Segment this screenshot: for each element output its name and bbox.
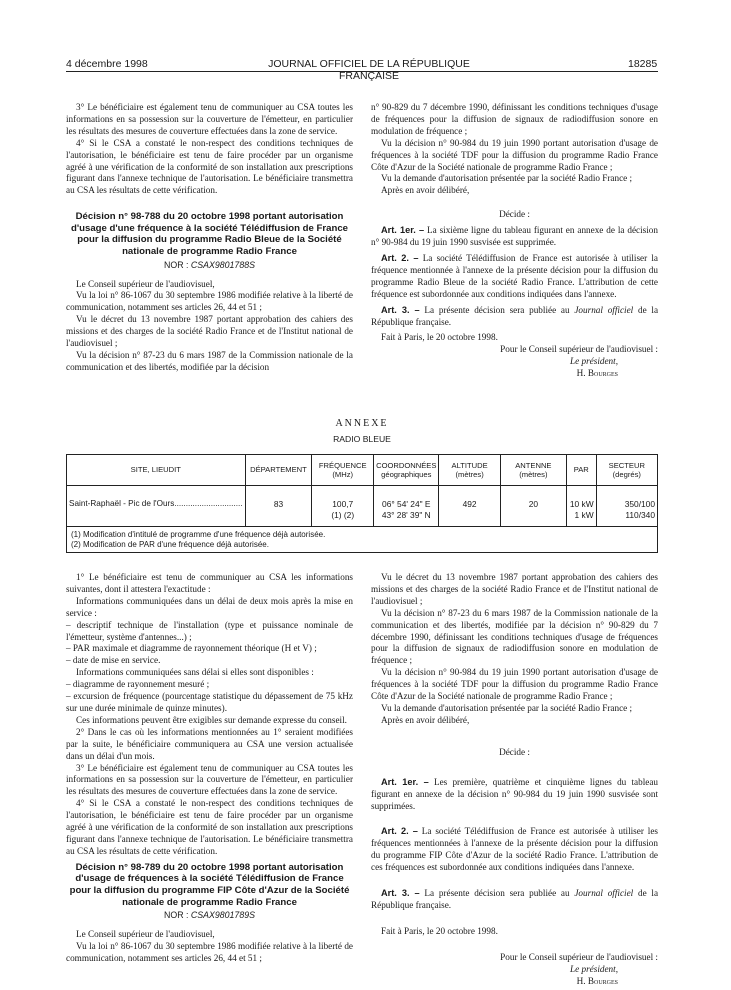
paragraph: Vu le décret du 13 novembre 1987 portant approbation des cahiers des missions et des charges de la société Radio France et de l'Institut national de l'audiovisuel ; [66,314,353,349]
cell-altitude: 492 [439,486,500,527]
annex-table [66,454,658,553]
list-item: – PAR maximale et diagramme de rayonnement théorique (H et V) ; [66,643,317,654]
nor-reference [66,910,353,922]
done-at: Fait à Paris, le 20 octobre 1998. [381,925,498,936]
nor-code: CSAX9801788S [190,259,255,270]
paragraph: 3° Le bénéficiaire est également tenu de communiquer au CSA toutes les informations en sa possession sur la couverture de l'émetteur, en particulier les résultats des mesures de couverture effectuées dans la zone de service. [66,762,353,797]
article-2 [371,253,658,301]
decision-title: Décision n° 98-789 du 20 octobre 1998 portant autorisation d'usage de fréquences à la société Télédiffusion de France pour la diffusion du programme FIP Côte d'Azur de la Société nationale de programme Radio France [69,861,350,908]
paragraph: 4° Si le CSA a constaté le non-respect des conditions techniques de l'autorisation, le bénéficiaire est tenu de faire procéder par un organisme agréé à une vérification de la conformité de son installation aux prescriptions figurant dans l'annexe technique de l'autorisation. Le bénéficiaire transmettra au CSA les résultats de cette vérification. [66,137,353,196]
note-2: (2) Modification de PAR d'une fréquence déjà autorisée. [71,539,269,549]
article-text: de la République française. [371,304,659,327]
paragraph: Vu le décret du 13 novembre 1987 portant approbation des cahiers des missions et des charges de la société Radio France et de l'Institut national de l'audiovisuel ; [371,572,658,606]
paragraph: Le Conseil supérieur de l'audiovisuel, [76,929,215,940]
paragraph: Vu la décision n° 90-984 du 19 juin 1990 portant autorisation d'usage de fréquences à la société TDF pour la diffusion du programme Radio France Côte d'Azur de la Société nationale de programme Radio France ; [371,137,658,172]
article-label: Art. 1er. – [381,225,425,236]
signature-line: Pour le Conseil supérieur de l'audiovisuel : [500,951,658,962]
article-label: Art. 3. – [381,304,420,315]
paragraph: Vu la demande d'autorisation présentée par la société Radio France ; [381,702,633,713]
bottom-left-column [66,572,353,965]
column-header-sector: SECTEUR (degrés) [596,455,657,486]
paragraph: Vu la décision n° 87-23 du 6 mars 1987 de la Commission nationale de la communication et des libertés, modifiée par la décision [66,349,353,372]
cell-department: 83 [245,486,312,527]
cell-par: 10 kW 1 kW [566,486,596,527]
column-header-par: PAR [566,455,596,486]
top-left-column [66,102,353,374]
article-label: Art. 2. – [381,252,419,263]
paragraph: Vu la loi n° 86-1067 du 30 septembre 1986 modifiée relative à la liberté de communication, notamment ses articles 26, 44 et 51 ; [66,290,353,313]
paragraph: Après en avoir délibéré, [381,185,470,196]
header-rule [66,71,658,72]
nor-code: CSAX9801789S [190,910,255,921]
list-item: – diagramme de rayonnement mesuré ; [66,679,210,690]
annex-subtitle: RADIO BLEUE [333,434,391,444]
table-header-row [67,455,658,486]
list-item: – descriptif technique de l'installation (type et puissance nominale de l'émetteur, système d'antennes...) ; [66,619,353,642]
paragraph: 2° Dans le cas où les informations mentionnées au 1° seraient modifiées par la suite, le bénéficiaire communiquera au CSA une version actualisée dans un délai d'un mois. [66,726,353,761]
article-2: Art. 2. – La société Télédiffusion de France est autorisée à utiliser les fréquences mentionnées à l'annexe de la présente décision pour la diffusion du programme FIP Côte d'Azur de la société Radio France. L'attribution de ces fréquences est subordonnée aux conditions indiquées dans l'annexe. [371,826,658,873]
journal-name: Journal officiel [574,888,634,899]
done-at: Fait à Paris, le 20 octobre 1998. [381,332,498,343]
paragraph: Vu la décision n° 90-984 du 19 juin 1990 portant autorisation d'usage de fréquences à la société TDF pour la diffusion du programme Radio France Côte d'Azur de la Société nationale de programme Radio France ; [371,667,658,702]
note-1: (1) Modification d'intitulé de programme d'une fréquence déjà autorisée. [71,530,326,539]
signature-name: H. Bourges [576,975,618,986]
table-row [67,486,658,527]
table-notes-row [67,527,658,553]
article-3: Art. 3. – La présente décision sera publiée au Journal officiel de la République française. [371,888,659,910]
paragraph: Vu la décision n° 87-23 du 6 mars 1987 de la Commission nationale de la communication et des libertés, modifiée par la décision n° 90-829 du 7 décembre 1990, définissant les conditions techniques d'usage de fréquences pour la diffusion de signaux de radiodiffusion sonore en modulation de fréquence ; [371,607,658,666]
annex-title: ANNEXE [335,418,389,429]
cell-sector: 350/100 110/340 [596,486,657,527]
nor-label: NOR : [164,910,189,921]
paragraph: 4° Si le CSA a constaté le non-respect des conditions techniques de l'autorisation, le bénéficiaire est tenu de faire procéder par un organisme agréé à une vérification de la conformité de son installation aux prescriptions figurant dans l'annexe technique de l'autorisation. Le bénéficiaire transmettra au CSA les résultats de cette vérification. [66,798,353,856]
paragraph: 3° Le bénéficiaire est également tenu de communiquer au CSA toutes les informations en sa possession sur la couverture de l'émetteur, en particulier les résultats des mesures de couverture effectuées dans la zone de service. [66,102,353,136]
cell-coordinates: 06° 54' 24" E 43° 28' 39" N [374,486,439,527]
paragraph: Après en avoir délibéré, [381,714,470,725]
article-text: La société Télédiffusion de France est autorisée à utiliser la fréquence mentionnée à l'annexe de la présente décision pour la diffusion du programme Radio Bleue de la société Radio France. L'attribution de cette fréquence est subordonnée aux conditions indiquées dans l'annexe. [371,252,659,299]
signature-role: Le président, [570,963,618,974]
paragraph: n° 90-829 du 7 décembre 1990, définissant les conditions techniques d'usage de fréquences pour la diffusion de signaux de radiodiffusion sonore en modulation de fréquence ; [371,102,658,136]
journal-name: Journal officiel [574,304,634,315]
decide-heading: Décide : [499,746,530,757]
article-1 [371,225,658,249]
signature-name: H. Bourges [576,368,618,379]
column-header-coordinates: COORDONNÉES géographiques [374,455,439,486]
paragraph: Le Conseil supérieur de l'audiovisuel, [76,278,215,289]
decision-title: Décision n° 98-788 du 20 octobre 1998 portant autorisation d'usage d'une fréquence à la société Télédiffusion de France pour la diffusion du programme Radio Bleue de la Société nationale de programme Radio France [71,211,348,258]
article-text: La présente décision sera publiée au [424,304,570,315]
article-1: Art. 1er. – Les première, quatrième et cinquième lignes du tableau figurant en annexe de la décision n° 90-984 du 19 juin 1990 susvisée sont supprimées. [371,776,659,811]
paragraph: Informations communiquées sans délai si elles sont disponibles : [76,667,314,678]
nor-reference [66,260,353,272]
cell-antenna: 20 [500,486,566,527]
signature-role: Le président, [570,356,618,367]
paragraph: Vu la loi n° 86-1067 du 30 septembre 1986 modifiée relative à la liberté de communication, notamment ses articles 26, 44 et 51 ; [66,940,353,963]
article-3 [371,305,658,329]
cell-frequency: 100,7 (1) (2) [312,486,374,527]
cell-site: Saint-Raphaël - Pic de l'Ours.............................. [67,486,246,527]
column-header-altitude: ALTITUDE (mètres) [439,455,500,486]
column-header-site: SITE, LIEUDIT [67,455,246,486]
nor-label: NOR : [164,259,189,270]
bottom-right-column [371,572,658,987]
article-text: La sixième ligne du tableau figurant en annexe de la décision n° 90-984 du 19 juin 1990 susvisée est supprimée. [371,225,658,248]
column-header-antenna: ANTENNE (mètres) [500,455,566,486]
signature-line: Pour le Conseil supérieur de l'audiovisuel : [500,344,658,355]
column-header-department: DÉPARTEMENT [245,455,312,486]
top-right-column [371,102,658,380]
list-item: – excursion de fréquence (pourcentage statistique du dépassement de 75 kHz sur une durée minimale de quinze minutes). [66,691,353,713]
decide-heading: Décide : [499,209,530,220]
paragraph: Vu la demande d'autorisation présentée par la société Radio France ; [381,173,633,184]
header-date: 4 décembre 1998 [66,58,148,70]
table-notes [67,527,658,553]
paragraph: 1° Le bénéficiaire est tenu de communiquer au CSA les informations suivantes, dont il attestera l'exactitude : [66,572,353,594]
column-header-frequency: FRÉQUENCE (MHz) [312,455,374,486]
paragraph: Informations communiquées dans un délai de deux mois après la mise en service : [66,595,353,618]
header-journal-title: JOURNAL OFFICIEL DE LA RÉPUBLIQUE FRANÇAISE [268,58,470,82]
list-item: – date de mise en service. [66,655,161,666]
paragraph: Ces informations peuvent être exigibles sur demande expresse du conseil. [76,714,347,725]
header-page-number: 18285 [628,58,658,70]
